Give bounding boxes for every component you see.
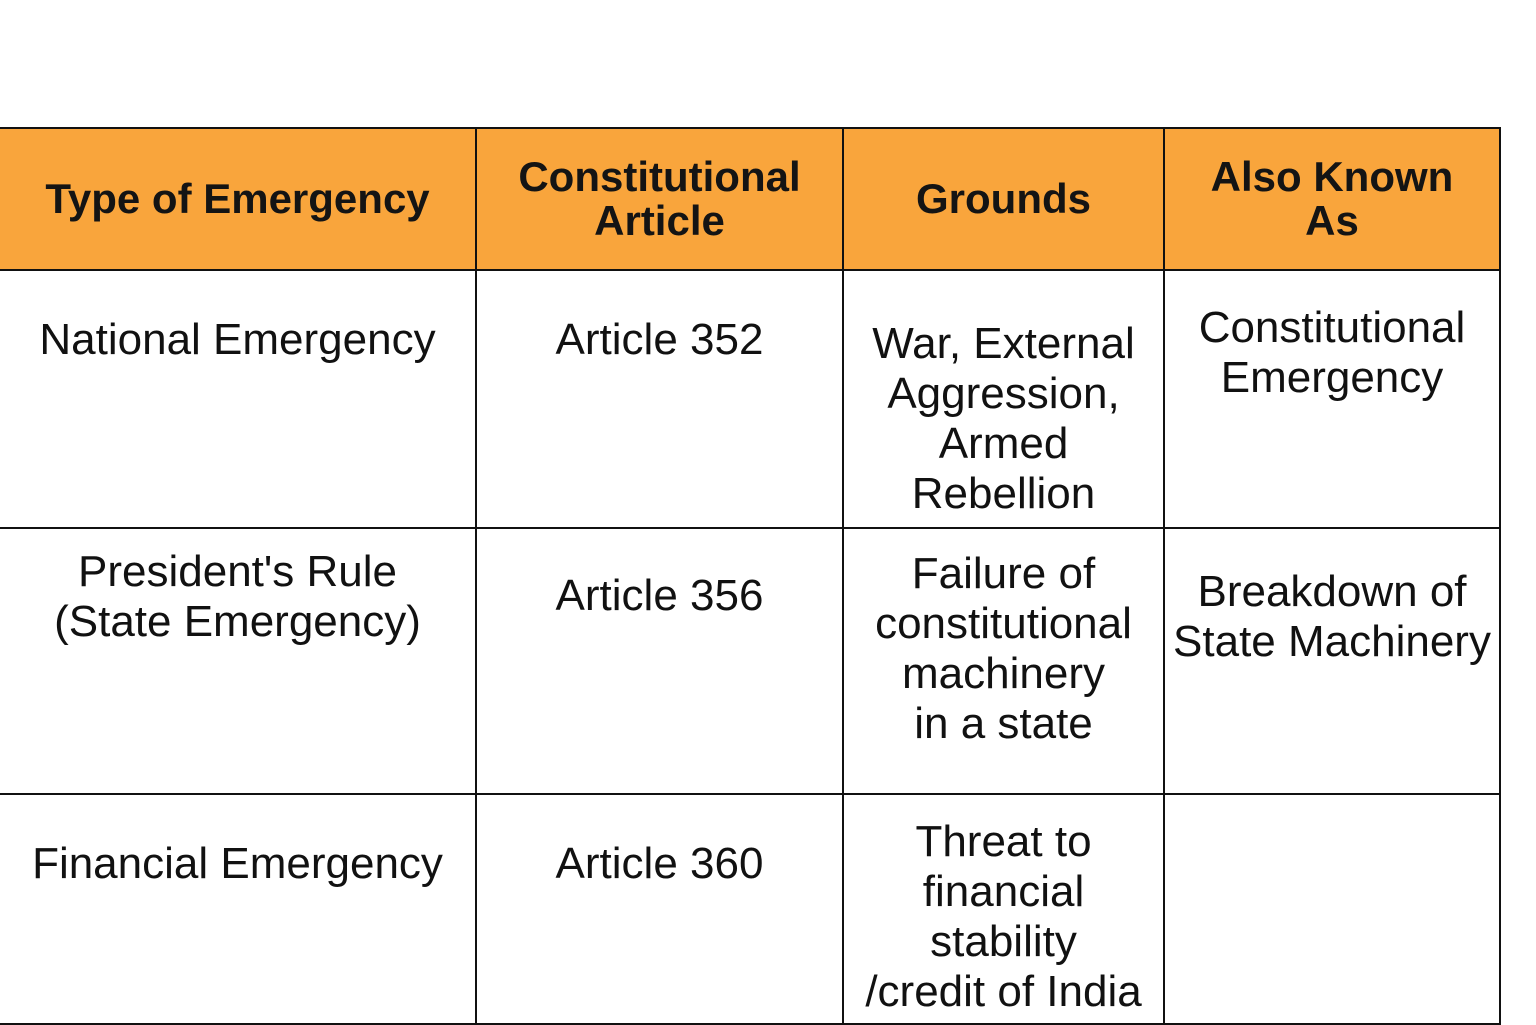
cell-also-known-as bbox=[1164, 794, 1500, 1024]
cell-type: Financial Emergency bbox=[0, 794, 476, 1024]
cell-grounds: Threat to financial stability /credit of India bbox=[843, 794, 1164, 1024]
table-row bbox=[0, 528, 1500, 794]
header-grounds: Grounds bbox=[843, 128, 1164, 270]
cell-type: President's Rule (State Emergency) bbox=[0, 528, 476, 794]
cell-article: Article 360 bbox=[476, 794, 843, 1024]
header-type-of-emergency: Type of Emergency bbox=[0, 128, 476, 270]
table-row bbox=[0, 794, 1500, 1024]
emergency-table-container bbox=[0, 127, 1499, 1025]
cell-article: Article 352 bbox=[476, 270, 843, 528]
cell-grounds: War, External Aggression, Armed Rebellion bbox=[843, 270, 1164, 528]
header-constitutional-article: Constitutional Article bbox=[476, 128, 843, 270]
header-also-known-as: Also Known As bbox=[1164, 128, 1500, 270]
table-header-row bbox=[0, 128, 1500, 270]
cell-article: Article 356 bbox=[476, 528, 843, 794]
cell-also-known-as: Constitutional Emergency bbox=[1164, 270, 1500, 528]
table-row bbox=[0, 270, 1500, 528]
cell-grounds: Failure of constitutional machinery in a state bbox=[843, 528, 1164, 794]
cell-type: National Emergency bbox=[0, 270, 476, 528]
emergency-types-table bbox=[0, 127, 1501, 1025]
cell-also-known-as: Breakdown of State Machinery bbox=[1164, 528, 1500, 794]
